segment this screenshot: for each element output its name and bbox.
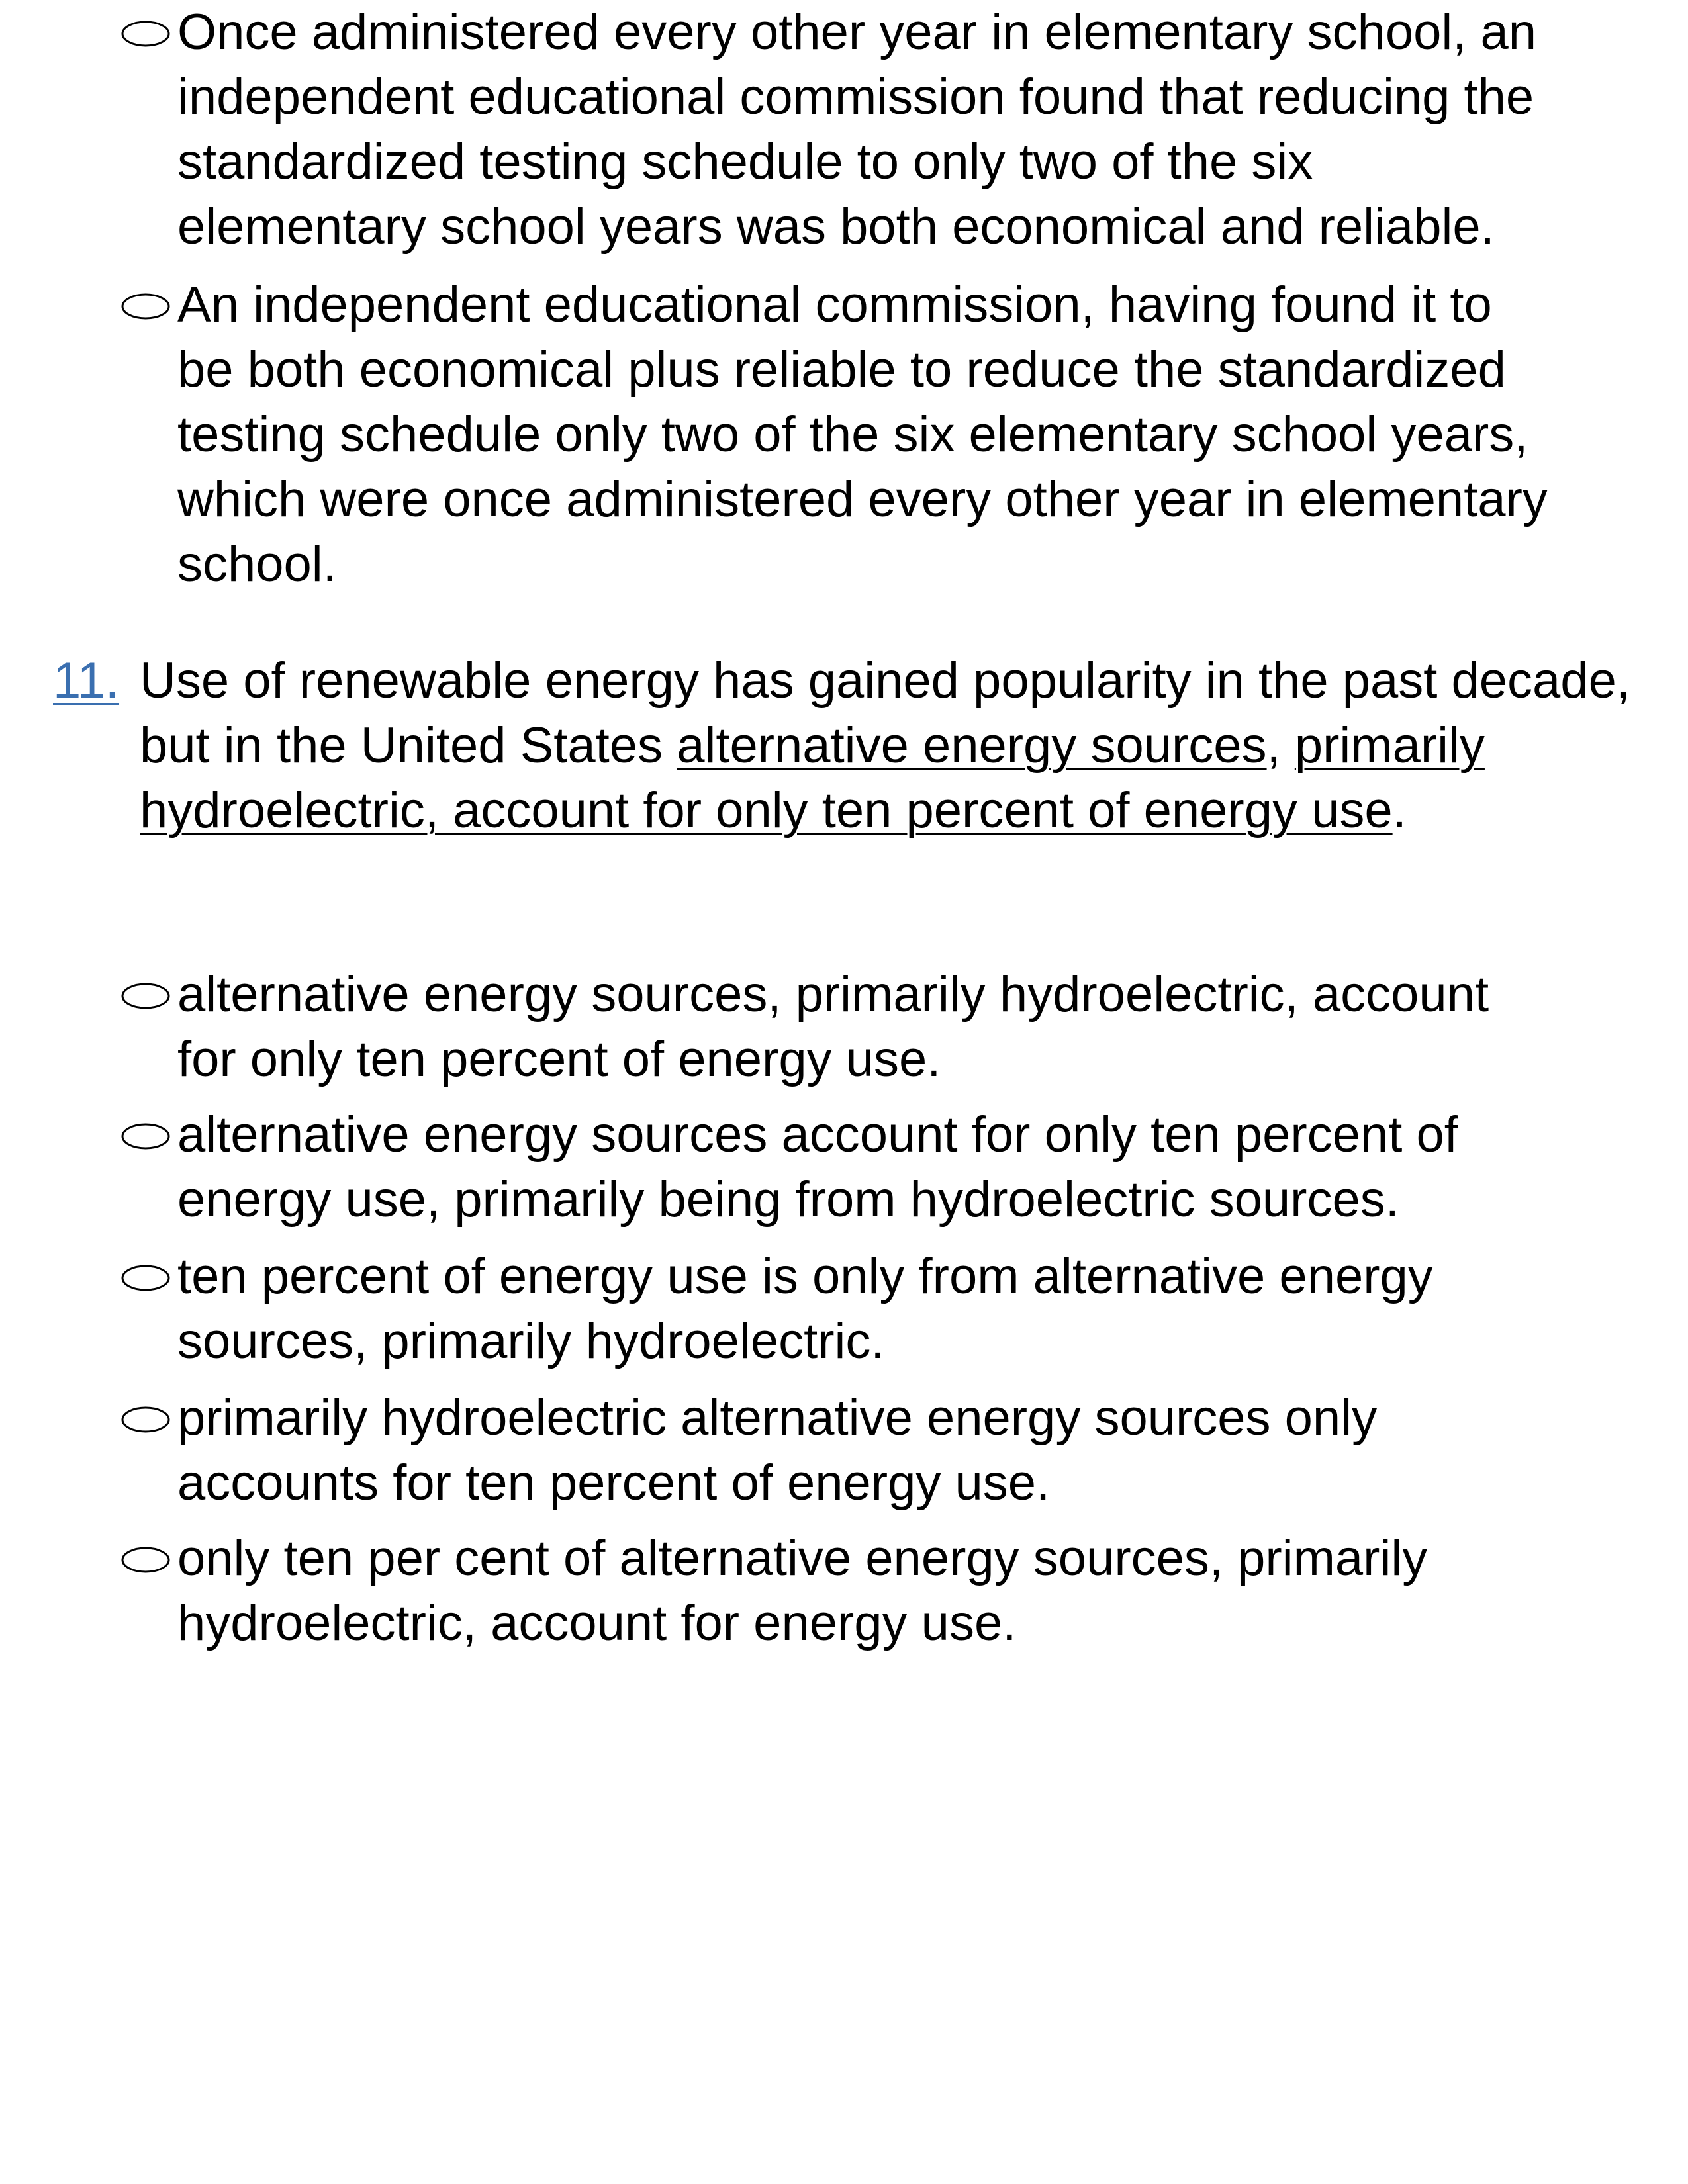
option-e[interactable]	[120, 1526, 1656, 1656]
option-c[interactable]	[120, 1244, 1656, 1374]
option-d[interactable]	[120, 1386, 1656, 1516]
stem-underlined-part-1: alternative energy sources	[677, 717, 1267, 774]
radio-button-icon[interactable]	[120, 1264, 171, 1292]
radio-button-icon[interactable]	[120, 1406, 171, 1433]
option-text: only ten per cent of alternative energy sources, primarily hydroelectric, account for energy use.	[177, 1530, 1428, 1651]
question-stem	[140, 649, 1662, 843]
option-text: alternative energy sources account for only ten percent of energy use, primarily being from hydroelectric sources.	[177, 1107, 1458, 1228]
option-a[interactable]	[120, 962, 1656, 1092]
option-text: Once administered every other year in elementary school, an independent educational commission found that reducing the standardized testing schedule to only two of the six elementary school years was both economical and reliable.	[177, 4, 1537, 255]
option-text: An independent educational commission, having found it to be both economical plus reliable to reduce the standardized testing schedule only two of the six elementary school years, which were once administered every other year in elementary school.	[177, 277, 1548, 592]
radio-button-icon[interactable]	[120, 20, 171, 48]
stem-text: Use of renewable energy has gained popularity in the past decade, but in the United States	[140, 653, 1630, 774]
radio-button-icon[interactable]	[120, 1546, 171, 1574]
option-text: alternative energy sources, primarily hydroelectric, account for only ten percent of energy use.	[177, 966, 1489, 1087]
option-b[interactable]	[120, 1103, 1656, 1232]
radio-button-icon[interactable]	[120, 293, 171, 320]
radio-button-icon[interactable]	[120, 1122, 171, 1150]
stem-underlined-part-2: primarily hydroelectric, account for only ten percent of energy use	[140, 717, 1485, 839]
radio-button-icon[interactable]	[120, 982, 171, 1010]
stem-comma: ,	[1266, 717, 1281, 774]
stem-period: .	[1392, 782, 1407, 839]
question-number-link[interactable]: 11.	[53, 653, 120, 709]
option-text: ten percent of energy use is only from alternative energy sources, primarily hydroelectric.	[177, 1248, 1433, 1369]
prev-option-d[interactable]	[120, 0, 1656, 259]
option-text: primarily hydroelectric alternative energy sources only accounts for ten percent of energy use.	[177, 1390, 1378, 1511]
prev-option-e[interactable]	[120, 273, 1656, 597]
